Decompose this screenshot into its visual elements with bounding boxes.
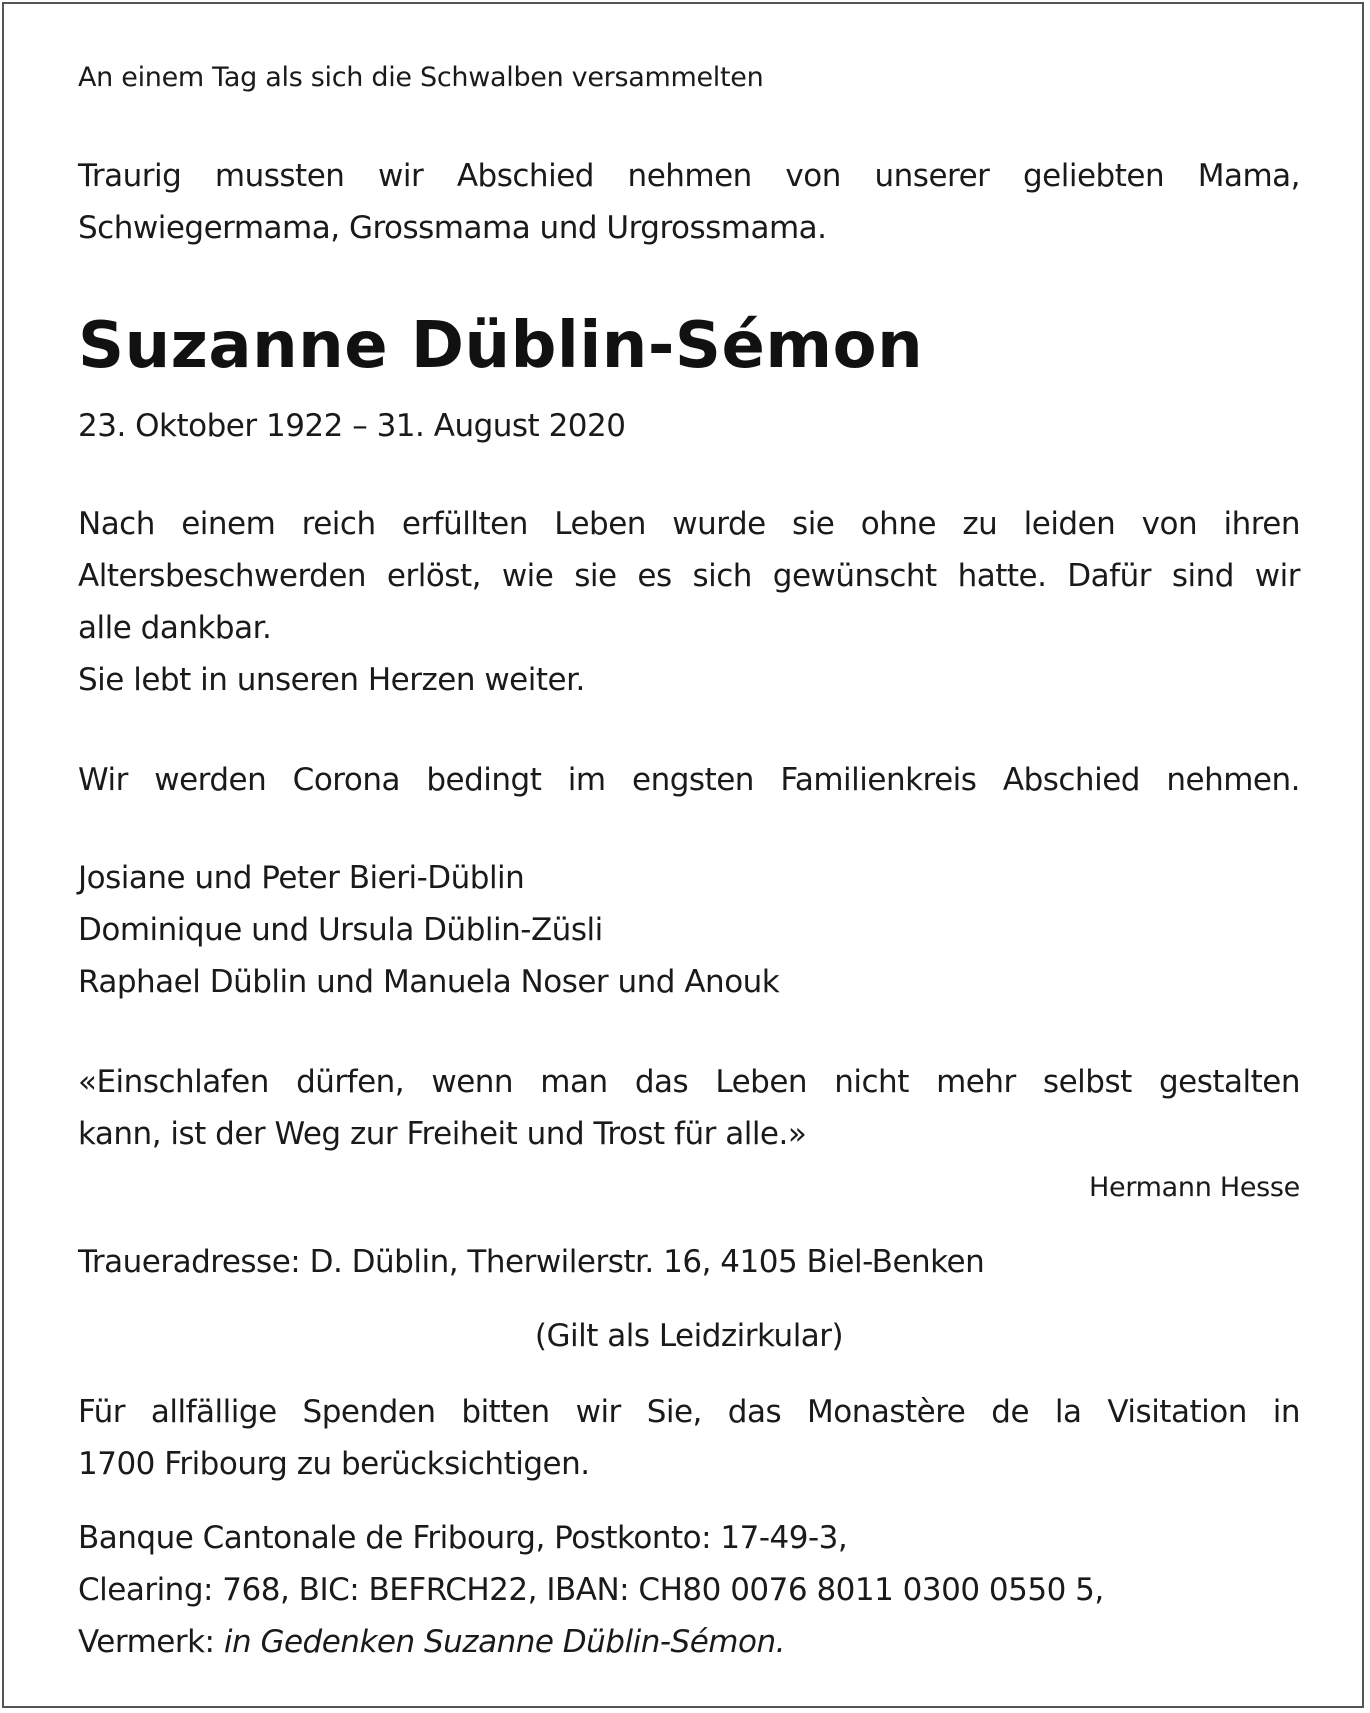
deceased-name: Suzanne Düblin-Sémon	[78, 309, 924, 383]
family-member-3: Raphael Düblin und Manuela Noser und Anouk	[78, 964, 780, 1000]
donation-line-2: 1700 Fribourg zu berücksichtigen.	[78, 1446, 590, 1482]
quote-author: Hermann Hesse	[1089, 1172, 1300, 1203]
family-member-2: Dominique und Ursula Düblin-Züsli	[78, 912, 603, 948]
family-member-1: Josiane und Peter Bieri-Düblin	[78, 860, 525, 896]
quote-line-2: kann, ist der Weg zur Freiheit und Trost für alle.»	[78, 1116, 807, 1152]
obituary-frame	[2, 2, 1364, 1708]
intro-line-1: Traurig mussten wir Abschied nehmen von unserer geliebten Mama,	[78, 158, 1300, 194]
mourning-address: Traueradresse: D. Düblin, Therwilerstr. 16, 4105 Biel-Benken	[78, 1244, 985, 1280]
circular-note: (Gilt als Leidzirkular)	[534, 1318, 844, 1354]
life-line-2: Altersbeschwerden erlöst, wie sie es sich gewünscht hatte. Dafür sind wir	[78, 558, 1300, 594]
donation-line-1: Für allfällige Spenden bitten wir Sie, das Monastère de la Visitation in	[78, 1394, 1300, 1430]
corona-notice: Wir werden Corona bedingt im engsten Familienkreis Abschied nehmen.	[78, 762, 1300, 798]
bank-note-label: Vermerk:	[78, 1624, 224, 1660]
life-line-1: Nach einem reich erfüllten Leben wurde sie ohne zu leiden von ihren	[78, 506, 1300, 542]
motto: An einem Tag als sich die Schwalben versammelten	[78, 62, 764, 93]
life-line-4: Sie lebt in unseren Herzen weiter.	[78, 662, 585, 698]
life-dates: 23. Oktober 1922 – 31. August 2020	[78, 408, 626, 444]
bank-line-1: Banque Cantonale de Fribourg, Postkonto: 17-49-3,	[78, 1520, 848, 1556]
bank-line-2: Clearing: 768, BIC: BEFRCH22, IBAN: CH80 0076 8011 0300 0550 5,	[78, 1572, 1104, 1608]
life-line-3: alle dankbar.	[78, 610, 272, 646]
intro-line-2: Schwiegermama, Grossmama und Urgrossmama.	[78, 210, 827, 246]
quote-line-1: «Einschlafen dürfen, wenn man das Leben nicht mehr selbst gestalten	[78, 1064, 1300, 1100]
bank-line-3	[78, 1616, 1300, 1668]
bank-note-text: in Gedenken Suzanne Düblin-Sémon.	[223, 1624, 785, 1660]
